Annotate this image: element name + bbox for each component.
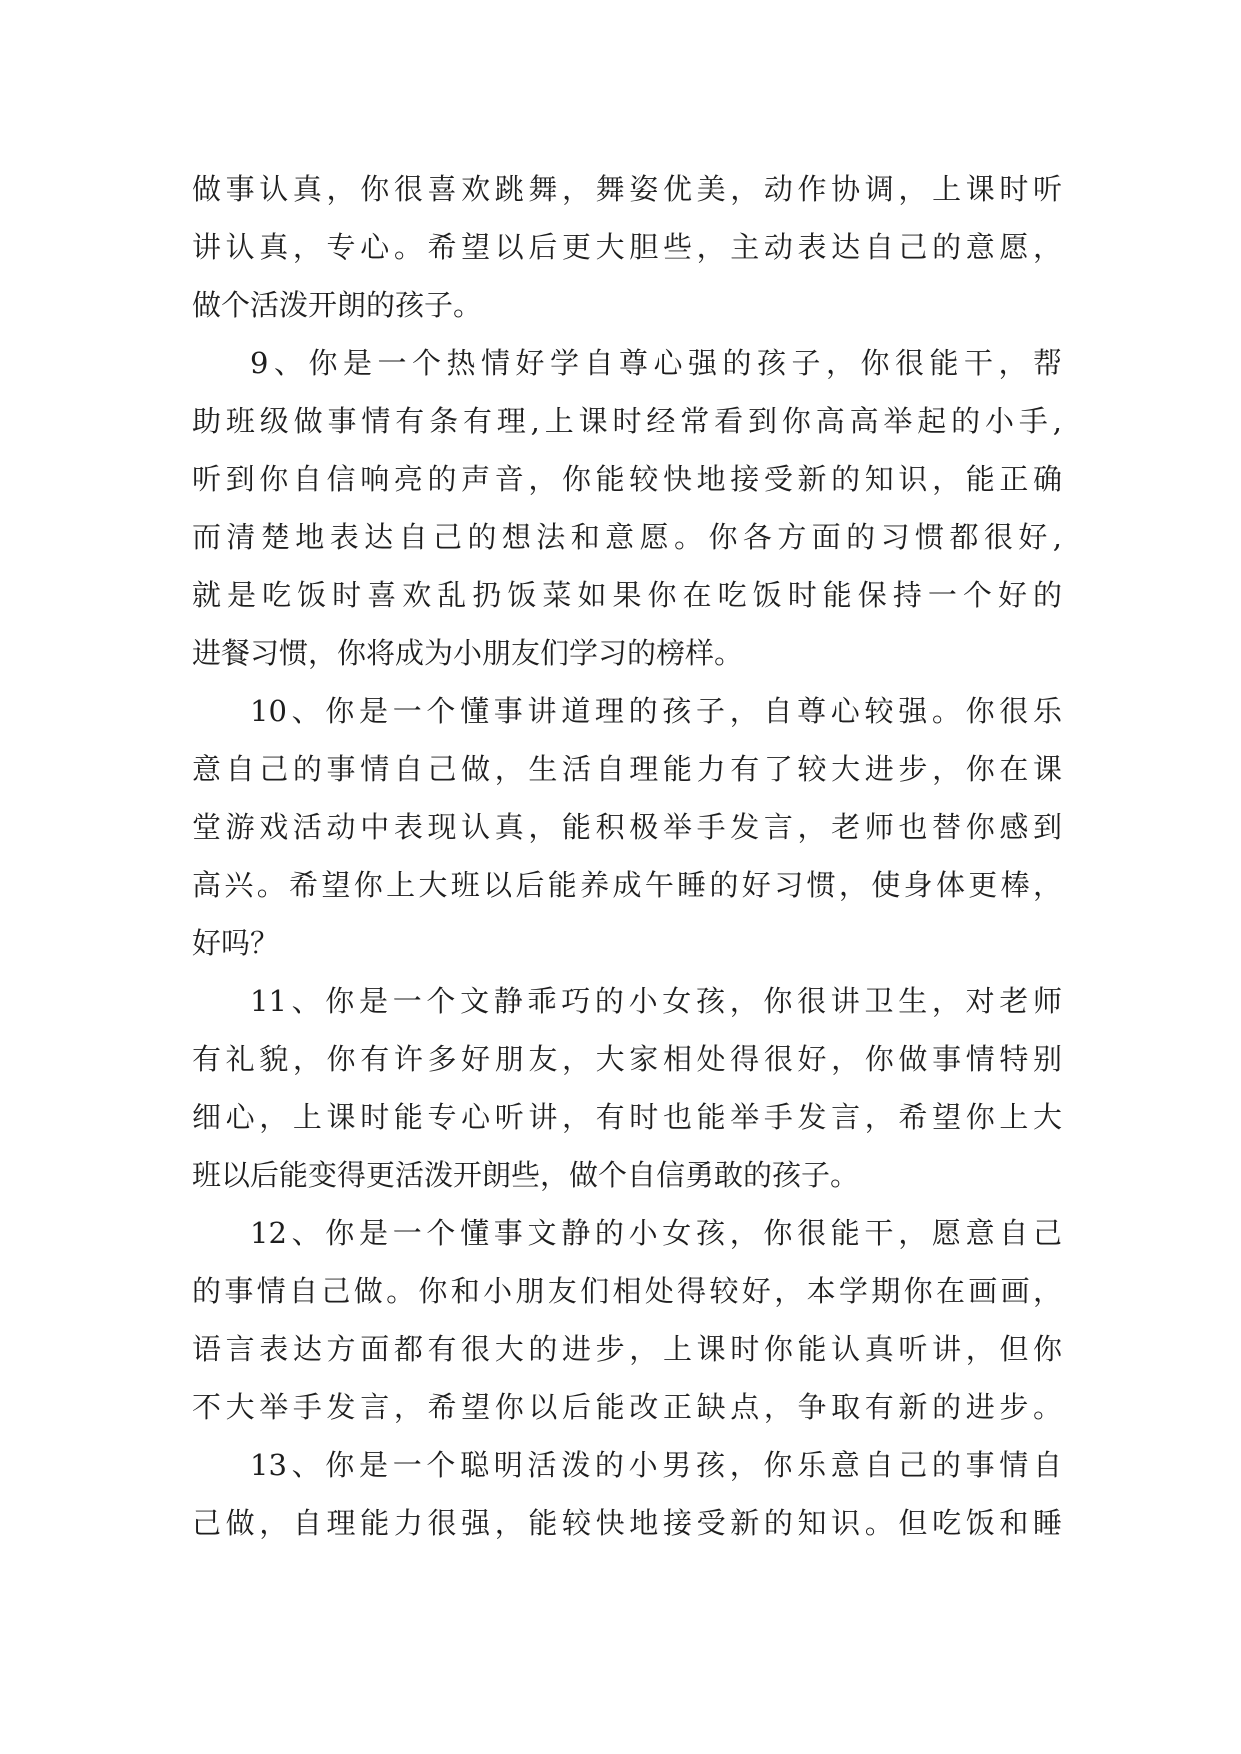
paragraph-first-line: 11、你是一个文静乖巧的小女孩，你很讲卫生，对老师 (250, 984, 1062, 1018)
text-line: 助班级做事情有条有理,上课时经常看到你高高举起的小手, (192, 404, 1062, 438)
text-line: 己做，自理能力很强，能较快地接受新的知识。但吃饭和睡 (192, 1506, 1062, 1540)
text-line: 进餐习惯，你将成为小朋友们学习的榜样。 (192, 636, 744, 670)
text-line: 好吗？ (192, 926, 280, 960)
text-line: 的事情自己做。你和小朋友们相处得较好，本学期你在画画， (192, 1274, 1062, 1308)
text-line: 就是吃饭时喜欢乱扔饭菜如果你在吃饭时能保持一个好的 (192, 578, 1062, 612)
text-line: 堂游戏活动中表现认真，能积极举手发言，老师也替你感到 (192, 810, 1062, 844)
text-line: 有礼貌，你有许多好朋友，大家相处得很好，你做事情特别 (192, 1042, 1062, 1076)
paragraph-first-line: 13、你是一个聪明活泼的小男孩，你乐意自己的事情自 (250, 1448, 1062, 1482)
text-line: 班以后能变得更活泼开朗些，做个自信勇敢的孩子。 (192, 1158, 860, 1192)
text-line: 听到你自信响亮的声音，你能较快地接受新的知识，能正确 (192, 462, 1062, 496)
text-line: 而清楚地表达自己的想法和意愿。你各方面的习惯都很好, (192, 520, 1062, 554)
text-line: 做事认真，你很喜欢跳舞，舞姿优美，动作协调，上课时听 (192, 172, 1062, 206)
text-line: 意自己的事情自己做，生活自理能力有了较大进步，你在课 (192, 752, 1062, 786)
text-line: 高兴。希望你上大班以后能养成午睡的好习惯，使身体更棒， (192, 868, 1062, 902)
text-line: 不大举手发言，希望你以后能改正缺点，争取有新的进步。 (192, 1390, 1062, 1424)
paragraph-first-line: 12、你是一个懂事文静的小女孩，你很能干，愿意自己 (250, 1216, 1062, 1250)
paragraph-first-line: 10、你是一个懂事讲道理的孩子，自尊心较强。你很乐 (250, 694, 1062, 728)
text-line: 细心，上课时能专心听讲，有时也能举手发言，希望你上大 (192, 1100, 1062, 1134)
document-body (192, 160, 1062, 1552)
text-line: 讲认真，专心。希望以后更大胆些，主动表达自己的意愿， (192, 230, 1062, 264)
text-line: 语言表达方面都有很大的进步，上课时你能认真听讲，但你 (192, 1332, 1062, 1366)
paragraph-first-line: 9、你是一个热情好学自尊心强的孩子，你很能干，帮 (250, 346, 1062, 380)
text-line: 做个活泼开朗的孩子。 (192, 288, 483, 322)
